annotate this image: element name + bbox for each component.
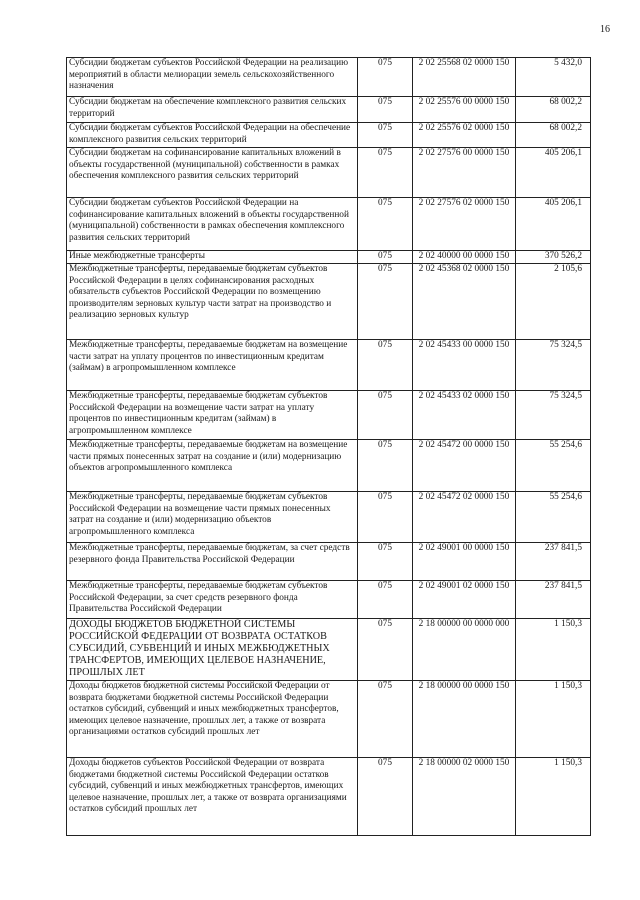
row-budget-code: 2 18 00000 00 0000 000 <box>413 619 516 681</box>
row-budget-code: 2 02 49001 02 0000 150 <box>413 581 516 619</box>
row-admin-code: 075 <box>358 391 413 440</box>
row-name: Субсидии бюджетам на обеспечение комплексного развития сельских территорий <box>67 97 358 123</box>
table-row <box>67 97 591 123</box>
row-amount: 237 841,5 <box>516 581 591 619</box>
row-admin-code: 075 <box>358 340 413 391</box>
row-amount: 75 324,5 <box>516 340 591 391</box>
row-amount: 1 150,3 <box>516 681 591 758</box>
table-row <box>67 198 591 251</box>
table-row <box>67 492 591 543</box>
row-amount: 68 002,2 <box>516 123 591 148</box>
row-name: Субсидии бюджетам субъектов Российской Федерации на обеспечение комплексного развития сельских территорий <box>67 123 358 148</box>
row-name: Межбюджетные трансферты, передаваемые бюджетам на возмещение части затрат на уплату процентов по инвестиционным кредитам (займам) в агропромышленном комплексе <box>67 340 358 391</box>
row-budget-code: 2 02 49001 00 0000 150 <box>413 543 516 581</box>
row-admin-code: 075 <box>358 251 413 264</box>
row-amount: 55 254,6 <box>516 440 591 492</box>
row-amount: 55 254,6 <box>516 492 591 543</box>
row-amount: 1 150,3 <box>516 619 591 681</box>
row-name: Межбюджетные трансферты, передаваемые бюджетам на возмещение части прямых понесенных затрат на создание и (или) модернизацию объектов агропромышленного комплекса <box>67 440 358 492</box>
row-admin-code: 075 <box>358 97 413 123</box>
table-row <box>67 440 591 492</box>
table-row <box>67 251 591 264</box>
row-admin-code: 075 <box>358 758 413 836</box>
row-admin-code: 075 <box>358 681 413 758</box>
table-row <box>67 391 591 440</box>
row-admin-code: 075 <box>358 492 413 543</box>
row-name: Межбюджетные трансферты, передаваемые бюджетам субъектов Российской Федерации на возмещение части затрат на уплату процентов по инвестиционным кредитам (займам) в агропромышленном комплексе <box>67 391 358 440</box>
row-name: Субсидии бюджетам субъектов Российской Федерации на реализацию мероприятий в области мелиорации земель сельскохозяйственного назначения <box>67 58 358 97</box>
row-budget-code: 2 02 45433 02 0000 150 <box>413 391 516 440</box>
table-row <box>67 581 591 619</box>
row-admin-code: 075 <box>358 123 413 148</box>
row-amount: 2 105,6 <box>516 264 591 340</box>
row-name: Доходы бюджетов бюджетной системы Российской Федерации от возврата бюджетами бюджетной системы Российской Федерации остатков субсидий, субвенций и иных межбюджетных трансфертов, имеющих целевое назначение, прошлых лет, а также от возврата организациями остатков субсидий прошлых лет <box>67 681 358 758</box>
row-admin-code: 075 <box>358 264 413 340</box>
row-budget-code: 2 02 45472 02 0000 150 <box>413 492 516 543</box>
table-row <box>67 148 591 198</box>
row-admin-code: 075 <box>358 148 413 198</box>
table-row <box>67 123 591 148</box>
row-budget-code: 2 02 27576 00 0000 150 <box>413 148 516 198</box>
row-admin-code: 075 <box>358 543 413 581</box>
table-row <box>67 543 591 581</box>
table-row <box>67 340 591 391</box>
row-budget-code: 2 02 45368 02 0000 150 <box>413 264 516 340</box>
row-admin-code: 075 <box>358 581 413 619</box>
row-budget-code: 2 02 25568 02 0000 150 <box>413 58 516 97</box>
row-admin-code: 075 <box>358 58 413 97</box>
table-row <box>67 681 591 758</box>
row-amount: 5 432,0 <box>516 58 591 97</box>
row-amount: 237 841,5 <box>516 543 591 581</box>
row-name: Межбюджетные трансферты, передаваемые бюджетам субъектов Российской Федерации, за счет средств резервного фонда Правительства Российской Федерации <box>67 581 358 619</box>
row-budget-code: 2 02 25576 02 0000 150 <box>413 123 516 148</box>
row-name: Субсидии бюджетам на софинансирование капитальных вложений в объекты государственной (муниципальной) собственности в рамках обеспечения комплексного развития сельских территорий <box>67 148 358 198</box>
table-row <box>67 264 591 340</box>
row-amount: 405 206,1 <box>516 148 591 198</box>
row-budget-code: 2 02 25576 00 0000 150 <box>413 97 516 123</box>
row-budget-code: 2 02 45472 00 0000 150 <box>413 440 516 492</box>
page-number: 16 <box>600 24 610 35</box>
row-name: Межбюджетные трансферты, передаваемые бюджетам субъектов Российской Федерации в целях софинансирования расходных обязательств субъектов Российской Федерации по возмещению производителям зерновых культур части затрат на производство и реализацию зерновых культур <box>67 264 358 340</box>
row-name: Доходы бюджетов субъектов Российской Федерации от возврата бюджетами бюджетной системы Российской Федерации остатков субсидий, субвенций и иных межбюджетных трансфертов, имеющих целевое назначение, прошлых лет, а также от возврата организациями остатков субсидий прошлых лет <box>67 758 358 836</box>
row-name: Межбюджетные трансферты, передаваемые бюджетам, за счет средств резервного фонда Правительства Российской Федерации <box>67 543 358 581</box>
row-amount: 370 526,2 <box>516 251 591 264</box>
row-amount: 1 150,3 <box>516 758 591 836</box>
row-budget-code: 2 18 00000 02 0000 150 <box>413 758 516 836</box>
row-budget-code: 2 18 00000 00 0000 150 <box>413 681 516 758</box>
row-budget-code: 2 02 27576 02 0000 150 <box>413 198 516 251</box>
row-amount: 75 324,5 <box>516 391 591 440</box>
row-amount: 405 206,1 <box>516 198 591 251</box>
row-admin-code: 075 <box>358 198 413 251</box>
row-admin-code: 075 <box>358 440 413 492</box>
table-row <box>67 619 591 681</box>
row-name: Иные межбюджетные трансферты <box>67 251 358 264</box>
table-row <box>67 758 591 836</box>
row-name: ДОХОДЫ БЮДЖЕТОВ БЮДЖЕТНОЙ СИСТЕМЫ РОССИЙСКОЙ ФЕДЕРАЦИИ ОТ ВОЗВРАТА ОСТАТКОВ СУБСИДИЙ, СУБВЕНЦИЙ И ИНЫХ МЕЖБЮДЖЕТНЫХ ТРАНСФЕРТОВ, ИМЕЮЩИХ ЦЕЛЕВОЕ НАЗНАЧЕНИЕ, ПРОШЛЫХ ЛЕТ <box>67 619 358 681</box>
table-row <box>67 58 591 97</box>
row-name: Субсидии бюджетам субъектов Российской Федерации на софинансирование капитальных вложений в объекты государственной (муниципальной) собственности в рамках обеспечения комплексного развития сельских территорий <box>67 198 358 251</box>
row-budget-code: 2 02 45433 00 0000 150 <box>413 340 516 391</box>
row-name: Межбюджетные трансферты, передаваемые бюджетам субъектов Российской Федерации на возмещение части прямых понесенных затрат на создание и (или) модернизацию объектов агропромышленного комплекса <box>67 492 358 543</box>
row-amount: 68 002,2 <box>516 97 591 123</box>
row-budget-code: 2 02 40000 00 0000 150 <box>413 251 516 264</box>
budget-table <box>66 57 591 836</box>
row-admin-code: 075 <box>358 619 413 681</box>
